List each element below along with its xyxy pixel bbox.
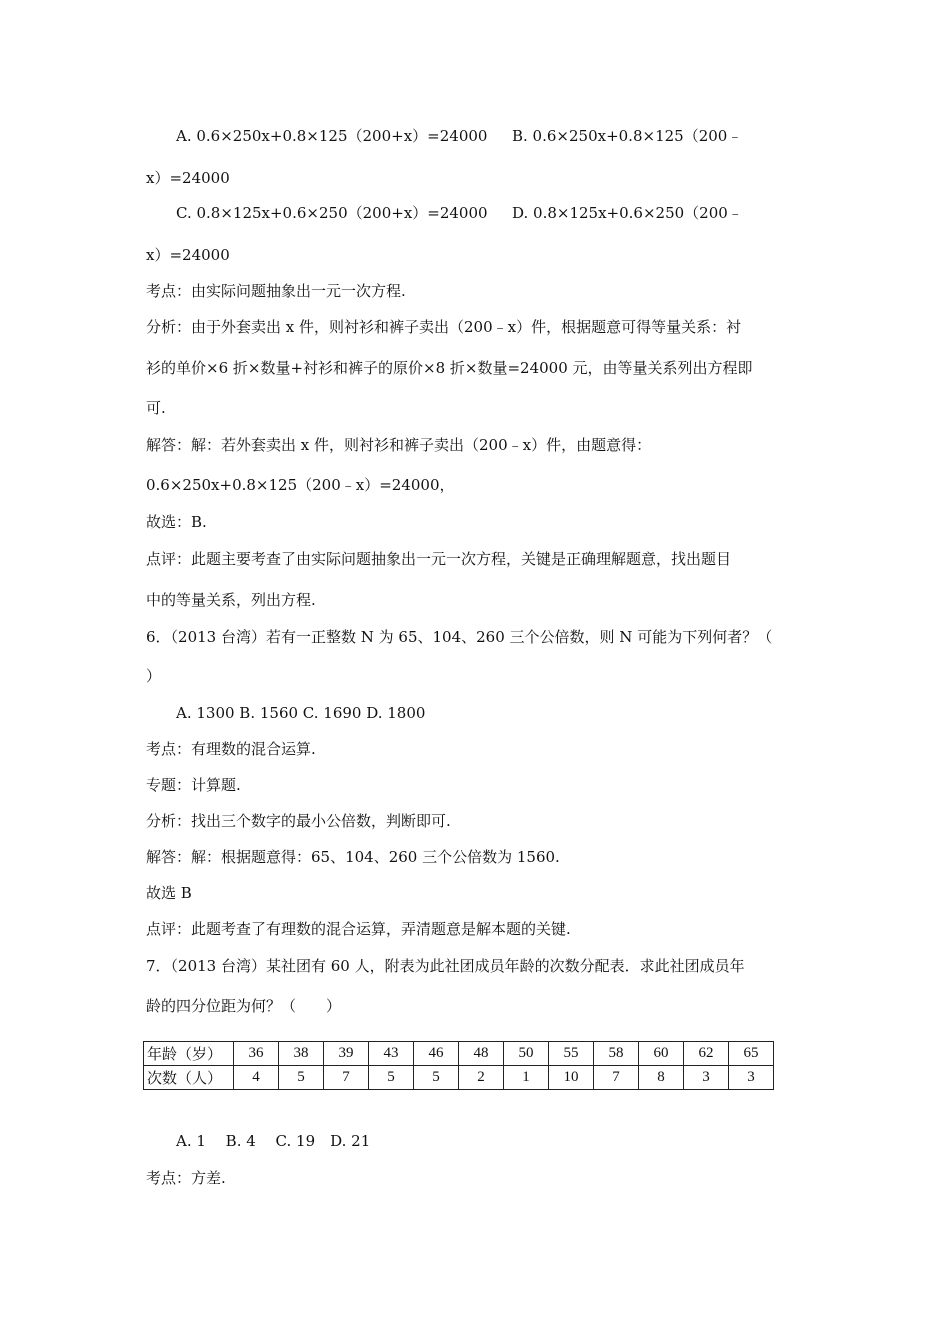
age-cell: 65 [729,1042,774,1066]
q6-options: A. 1300 B. 1560 C. 1690 D. 1800 [176,704,426,722]
count-cell: 7 [324,1066,369,1090]
age-cell: 50 [504,1042,549,1066]
count-cell: 3 [684,1066,729,1090]
age-cell: 48 [459,1042,504,1066]
count-cell: 2 [459,1066,504,1090]
count-header-cell: 次数（人） [144,1066,234,1090]
count-cell: 8 [639,1066,684,1090]
q7-stem-line1: 7．（2013 台湾）某社团有 60 人，附表为此社团成员年龄的次数分配表．求此社团成员年 [146,957,745,975]
age-cell: 38 [279,1042,324,1066]
age-header-cell: 年龄（岁） [144,1042,234,1066]
q5-option-b: B. 0.6×250x+0.8×125（200﹣ [512,127,743,145]
q5-answer: 故选：B. [146,513,207,531]
age-cell: 39 [324,1042,369,1066]
q5-option-d: D. 0.8×125x+0.6×250（200﹣ [512,204,743,222]
count-cell: 5 [369,1066,414,1090]
q5-option-b-cont: x）=24000 [146,169,230,187]
count-cell: 5 [279,1066,324,1090]
q7-kaodian: 考点：方差. [146,1169,226,1187]
q6-jieda: 解答：解：根据题意得：65、104、260 三个公倍数为 1560. [146,848,560,866]
age-cell: 60 [639,1042,684,1066]
q6-answer: 故选 B [146,884,192,902]
q7-stem-line2: 龄的四分位距为何？（ ） [146,997,342,1015]
q5-fenxi-line2: 衫的单价×6 折×数量+衬衫和裤子的原价×8 折×数量=24000 元，由等量关系列出方程即 [146,359,753,377]
q5-option-c: C. 0.8×125x+0.6×250（200+x）=24000 [176,204,488,222]
q6-kaodian: 考点：有理数的混合运算. [146,740,316,758]
table-row-ages [144,1042,774,1066]
q5-fenxi-line1: 分析：由于外套卖出 x 件，则衬衫和裤子卖出（200﹣x）件，根据题意可得等量关系：衬 [146,318,742,336]
q5-dianping-line1: 点评：此题主要考查了由实际问题抽象出一元一次方程，关键是正确理解题意，找出题目 [146,550,732,568]
age-cell: 58 [594,1042,639,1066]
q6-stem-line2: ） [146,667,162,685]
q7-options: A. 1 B. 4 C. 19 D. 21 [176,1132,371,1150]
count-cell: 7 [594,1066,639,1090]
q6-dianping: 点评：此题考查了有理数的混合运算，弄清题意是解本题的关键. [146,920,571,938]
q5-option-d-cont: x）=24000 [146,246,230,264]
q6-stem-line1: 6．（2013 台湾）若有一正整数 N 为 65、104、260 三个公倍数，则 N 可能为下列何者？（ [146,628,773,646]
age-cell: 46 [414,1042,459,1066]
age-cell: 43 [369,1042,414,1066]
q6-fenxi: 分析：找出三个数字的最小公倍数，判断即可. [146,812,451,830]
q5-option-a: A. 0.6×250x+0.8×125（200+x）=24000 [176,127,488,145]
q5-fenxi-line3: 可. [146,399,166,417]
q5-jieda-line1: 解答：解：若外套卖出 x 件，则衬衫和裤子卖出（200﹣x）件，由题意得： [146,436,652,454]
age-frequency-table [143,1041,774,1090]
count-cell: 5 [414,1066,459,1090]
count-cell: 3 [729,1066,774,1090]
count-cell: 10 [549,1066,594,1090]
count-cell: 1 [504,1066,549,1090]
table-row-counts [144,1066,774,1090]
q5-dianping-line2: 中的等量关系，列出方程. [146,591,316,609]
age-cell: 36 [234,1042,279,1066]
q5-jieda-line2: 0.6×250x+0.8×125（200﹣x）=24000， [146,476,455,494]
q5-kaodian: 考点：由实际问题抽象出一元一次方程. [146,282,406,300]
age-cell: 62 [684,1042,729,1066]
q6-zhuanti: 专题：计算题. [146,776,241,794]
count-cell: 4 [234,1066,279,1090]
age-cell: 55 [549,1042,594,1066]
